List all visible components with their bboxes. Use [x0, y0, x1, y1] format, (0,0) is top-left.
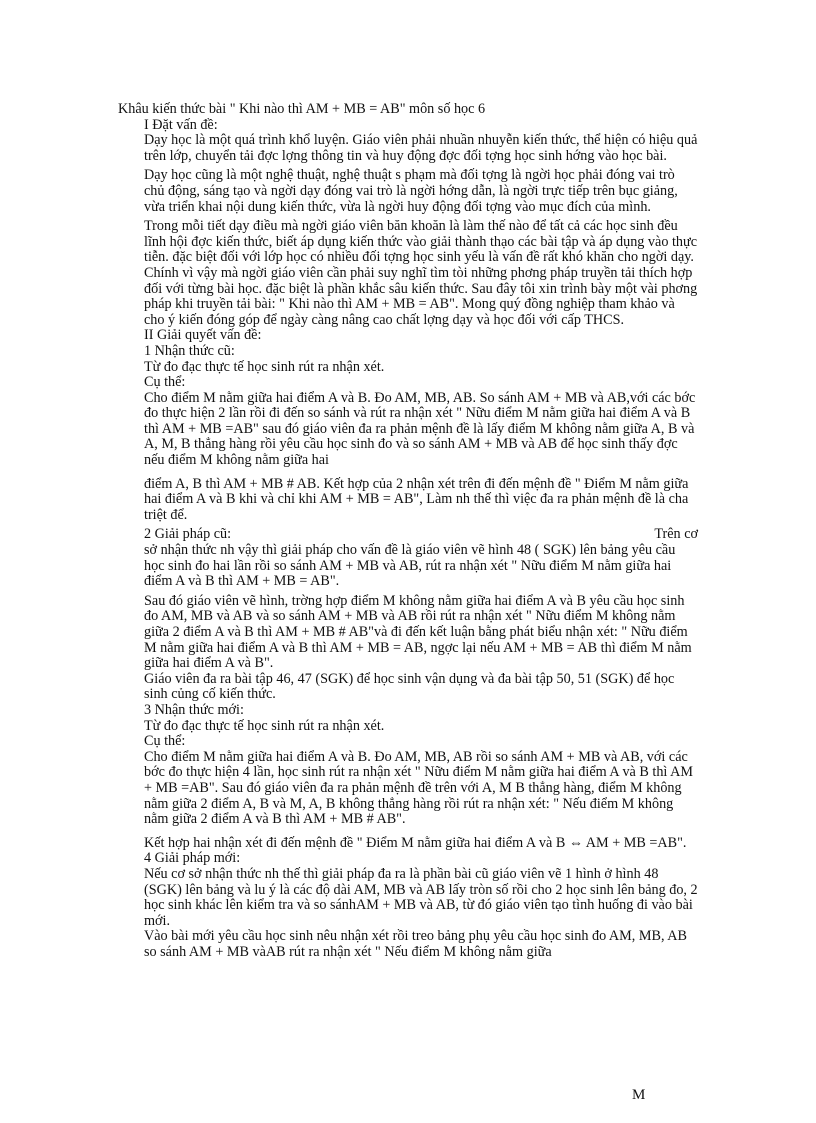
paragraph-2: Dạy học cũng là một nghệ thuật, nghệ thuật s phạm mà đối tợng là ngời học phải đóng vai trò chủ động, sáng tạo và ngời dạy đóng vai trò là ngời hớng dẫn, là ngời trực tiếp trên bục giảng, vừa triển khai nội dung kiến thức, vừa là ngời huy động đối tợng vào mục đích của mình. — [144, 167, 678, 215]
subsection-3-line-2: Cụ thể: — [144, 733, 186, 750]
subsection-3-body-a: Cho điểm M nằm giữa hai điểm A và B. Đo AM, MB, AB rồi so sánh AM + MB và AB, với các bớc đo thực hiện 4 lần, học sinh rút ra nhận xét " Nữu điểm M nằm giữa hai điểm A và B thì AM + MB =AB". Sau đó giáo viên đa ra phản mệnh đề trên với A, M B thẳng hàng, điểm M không nằm giữa 2 điểm A, B và M, A, B không thẳng hàng rồi rút ra nhận xét: " Nếu điểm M không nằm giữa 2 điểm A và B thì AM + MB # AB". — [144, 748, 693, 828]
subsection-heading-3: 3 Nhận thức mới: — [144, 701, 244, 718]
section-heading-2: II Giải quyết vấn đề: — [144, 327, 262, 344]
subsection-heading-2-right: Trên cơ — [654, 526, 698, 543]
subsection-3-line-1: Từ đo đạc thực tế học sinh rút ra nhận xét. — [144, 717, 385, 734]
subsection-3-body-b: Kết hợp hai nhận xét đi đến mệnh đề " Điểm M nằm giữa hai điểm A và B ⇔ AM + MB =AB". — [144, 834, 687, 851]
subsection-2-body-b: Sau đó giáo viên vẽ hình, trờng hợp điểm M không nằm giữa hai điểm A và B yêu cầu học sinh đo AM, MB và AB và so sánh AM + MB và AB rồi rút ra nhận xét " Nữu điểm M không nằm giữa 2 điểm A và B thì AM + MB # AB"và đi đến kết luận bằng phát biểu nhận xét: " Nữu điểm M nằm giữa hai điểm A và B thì AM + MB = AB, ngợc lại nếu AM + MB = AB thì điểm M nằm giữa hai điểm A và B". — [144, 592, 692, 672]
subsection-1-body-a: Cho điểm M nằm giữa hai điểm A và B. Đo AM, MB, AB. So sánh AM + MB và AB,với các bớc đo thực hiện 2 lần rồi đi đến so sánh và rút ra nhận xét " Nữu điểm M nằm giữa hai điểm A và B thì AM + MB =AB" sau đó giáo viên đa ra phản mệnh đề là lấy điểm M không nằm giữa A, B và A, M, B thẳng hàng rồi yêu cầu học sinh đo và so sánh AM + MB và AB để học sinh thấy đợc nếu điểm M không nằm giữa hai — [144, 389, 696, 469]
subsection-4-body-b: Vào bài mới yêu cầu học sinh nêu nhận xét rồi treo bảng phụ yêu cầu học sinh đo AM, MB, AB so sánh AM + MB vàAB rút ra nhận xét " Nếu điểm M không nằm giữa — [144, 928, 687, 960]
subsection-1-line-2: Cụ thể: — [144, 374, 186, 391]
subsection-1-line-1: Từ đo đạc thực tế học sinh rút ra nhận xét. — [144, 358, 385, 375]
subsection-2-body-a: sở nhận thức nh vậy thì giải pháp cho vấn đề là giáo viên vẽ hình 48 ( SGK) lên bảng yêu cầu học sinh đo hai lần rồi so sánh AM + MB và AB, rút ra nhận xét " Nữu điểm M nằm giữa hai điểm A và B thì AM + MB = AB". — [144, 542, 676, 590]
subsection-1-body-b: điểm A, B thì AM + MB # AB. Kết hợp của 2 nhận xét trên đi đến mệnh đề " Điểm M nằm giữa hai điểm A và B khi và chỉ khi AM + MB = AB", Làm nh thế thì việc đa ra phản mệnh đề là cha triệt để. — [144, 475, 689, 523]
subsection-heading-1: 1 Nhận thức cũ: — [144, 342, 235, 359]
page-footer: M — [632, 1087, 646, 1103]
subsection-4-body-a: Nếu cơ sở nhận thức nh thế thì giải pháp đa ra là phần bài cũ giáo viên vẽ 1 hình ở hình 48 (SGK) lên bảng và lu ý là các độ dài AM, MB và AB lấy tròn số rồi cho 2 học sinh lên bảng đo, 2 học sinh khác lên kiểm tra và so sánhAM + MB và AB, từ đó giáo viên tạo tình huống đi vào bài mới. — [144, 865, 698, 929]
paragraph-1: Dạy học là một quá trình khổ luyện. Giáo viên phải nhuần nhuyễn kiến thức, thể hiện có hiệu quả trên lớp, chuyển tải đợc lợng thông tin và huy động đợc đối tợng học sinh hớng vào học bài. — [144, 132, 698, 164]
subsection-heading-2-row — [118, 527, 698, 543]
document-body — [118, 102, 698, 960]
subsection-heading-2: 2 Giải pháp cũ: — [144, 526, 232, 543]
subsection-heading-4: 4 Giải pháp mới: — [144, 850, 241, 867]
paragraph-3: Trong mỗi tiết dạy điều mà ngời giáo viên băn khoăn là làm thế nào để tất cả các học sinh đều lĩnh hội đợc kiến thức, biết áp dụng kiến thức vào giải thành thạo các bài tập và áp dụng vào thực tiễn. đặc biệt đối với lớp học có nhiều đối tợng học sinh yếu là vấn đề rất khó khăn cho ngời dạy. Chính vì vậy mà ngời giáo viên cần phải suy nghĩ tìm tòi những phơng pháp truyền tải thích hợp đối với từng bài học. đặc biệt là phần khắc sâu kiến thức. Sau đây tôi xin trình bày một vài phơng pháp khi truyền tải bài: " Khi nào thì AM + MB = AB". Mong quý đồng nghiệp tham khảo và cho ý kiến đóng góp để ngày càng nâng cao chất lợng dạy và học đối với cấp THCS. — [144, 218, 698, 328]
subsection-2-body-c: Giáo viên đa ra bài tập 46, 47 (SGK) để học sinh vận dụng và đa bài tập 50, 51 (SGK) để học sinh củng cố kiến thức. — [144, 670, 675, 703]
document-title: Khâu kiến thức bài " Khi nào thì AM + MB = AB" môn số học 6 — [118, 101, 486, 117]
section-heading-1: I Đặt vấn đề: — [144, 116, 218, 133]
